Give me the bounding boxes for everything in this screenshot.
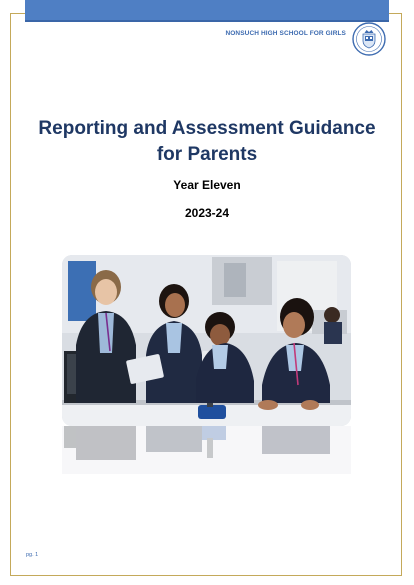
laboratory-photo-illustration bbox=[62, 255, 351, 426]
school-crest-icon bbox=[352, 22, 386, 56]
photo-reflection bbox=[62, 426, 351, 474]
page-number: pg. 1 bbox=[26, 552, 39, 558]
document-title: Reporting and Assessment Guidance for Parents bbox=[38, 118, 376, 165]
document-subtitle: Year Eleven bbox=[173, 178, 241, 192]
students-in-laboratory-photo bbox=[62, 255, 351, 426]
reflection-illustration bbox=[62, 426, 351, 474]
header-bar bbox=[25, 0, 389, 22]
school-name: NONSUCH HIGH SCHOOL FOR GIRLS bbox=[225, 30, 346, 37]
academic-year: 2023-24 bbox=[184, 206, 230, 220]
